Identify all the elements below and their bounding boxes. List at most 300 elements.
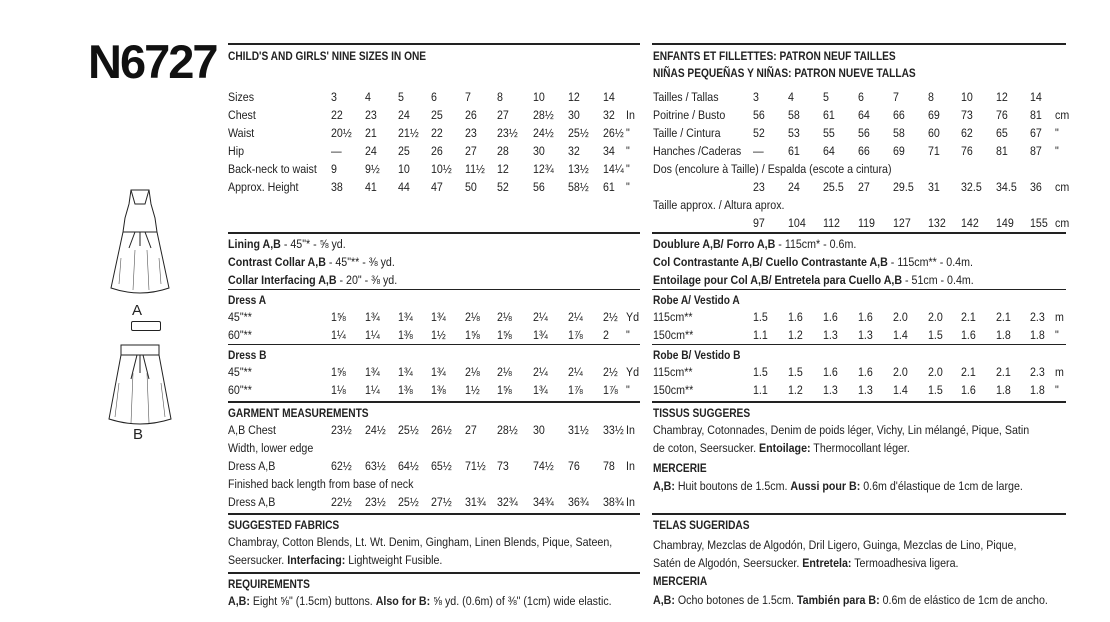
dress-b-yardage [228,363,640,399]
table-cell: 44 [398,180,410,194]
divider [652,344,1066,345]
table-cell: 62½ [331,459,352,473]
table-cell: 58½ [568,180,589,194]
unit-label: In [626,459,635,473]
table-cell: 12 [568,90,580,104]
table-cell: 112 [823,216,840,230]
table-cell: 26 [431,144,443,158]
row-label: 150cm** [653,328,694,342]
notion-line [228,271,397,289]
table-cell: 1.6 [823,310,838,324]
tissus-text: Thermocollant léger. [810,441,910,455]
notion-label: Entoilage pour Col A,B/ Entretela para Cuello A,B [653,273,903,287]
table-cell: 2.1 [996,365,1011,379]
table-cell: 23½ [331,423,352,437]
table-cell: 32 [603,108,615,122]
unit-label: " [626,144,630,158]
table-cell: 55 [823,126,835,140]
table-cell: 1¾ [533,328,548,342]
unit-label: In [626,495,635,509]
table-cell: 2⅛ [497,365,512,379]
table-cell: 1⅝ [497,383,512,397]
table-cell: 1.3 [858,328,873,342]
table-cell: 1⅞ [568,383,583,397]
table-cell: 10 [533,90,545,104]
table-cell: 11½ [465,162,485,176]
divider [228,43,640,45]
divider [228,401,640,403]
table-cell: 97 [753,216,765,230]
table-cell: 30 [533,423,545,437]
dress-a-sketch [105,188,175,300]
req-text: ⅝ yd. (0.6m) of ⅜" (1cm) wide elastic. [430,594,612,608]
table-cell: 30 [533,144,545,158]
table-cell: 1½ [465,383,480,397]
table-cell: 1.6 [823,365,838,379]
table-cell: 26½ [431,423,452,437]
unit-label: In [626,108,635,122]
table-cell: 1.3 [858,383,873,397]
unit-label: Yd [626,365,640,379]
table-cell: 1¾ [533,383,548,397]
table-cell: 5 [823,90,829,104]
table-cell: 76 [996,108,1008,122]
row-label: Dos (encolure à Taille) / Espalda (escote a cintura) [653,162,892,176]
sub-heading: Finished back length from base of neck [228,477,414,491]
unit-label: " [1055,126,1059,140]
table-cell: 1⅝ [497,328,512,342]
table-cell: 2.3 [1030,310,1045,324]
merceria-body: Ocho botones de 1.5cm. [674,593,797,607]
table-cell: 71 [928,144,940,158]
row-label: 60"** [228,383,252,397]
table-cell: 53 [788,126,800,140]
table-cell: 27 [465,144,477,158]
sizes-table [228,88,640,198]
table-cell: 64½ [398,459,419,473]
table-cell: 5 [398,90,404,104]
table-cell: 2.3 [1030,365,1045,379]
unit-label: " [626,328,630,342]
table-cell: 74½ [533,459,554,473]
table-cell: 2¼ [533,310,548,324]
table-cell: 2½ [603,310,618,324]
table-cell: 61 [788,144,800,158]
tissus-text: de coton, Seersucker. [653,441,760,455]
table-cell: 23 [465,126,477,140]
table-cell: 50 [465,180,477,194]
notion-label: Collar Interfacing A,B [228,273,337,287]
row-label: Dress A,B [228,495,276,509]
table-cell: 2 [603,328,609,342]
table-cell: 47 [431,180,443,194]
table-cell: 52 [497,180,509,194]
fabrics-text: Seersucker. [228,553,288,567]
table-cell: 22 [331,108,343,122]
table-cell: 56 [533,180,545,194]
sizes-table-metric [653,88,1070,230]
table-cell: 31 [928,180,940,194]
divider [652,401,1066,403]
table-cell: 104 [788,216,806,230]
unit-label: " [626,126,630,140]
table-cell: 67 [1030,126,1042,140]
row-label: A,B Chest [228,423,276,437]
table-cell: 25½ [568,126,589,140]
sub-heading: Width, lower edge [228,441,314,455]
table-cell: 1.5 [753,310,768,324]
divider [228,572,640,574]
table-cell: 29.5 [893,180,914,194]
notion-line [228,235,346,253]
table-cell: 31½ [568,423,589,437]
table-cell: 2.1 [961,365,976,379]
notion-line [228,253,395,271]
table-cell: 1⅝ [331,365,346,379]
notion-amount: - 20" - ⅜ yd. [336,273,398,287]
table-cell: 76 [961,144,973,158]
table-cell: 13½ [568,162,589,176]
table-cell: 34 [603,144,615,158]
table-cell: 34.5 [996,180,1017,194]
table-cell: 4 [365,90,371,104]
table-cell: 32.5 [961,180,982,194]
row-label: 45"** [228,310,252,324]
table-cell: 2.0 [893,365,908,379]
fabrics-title: SUGGESTED FABRICS [228,518,340,532]
entoilage-label: Entoilage: [759,441,811,455]
unit-label: Yd [626,310,640,324]
table-cell: 1.4 [893,328,908,342]
tissus-title: TISSUS SUGGERES [653,406,751,420]
table-cell: 119 [858,216,875,230]
table-cell: 10½ [431,162,452,176]
right-title-es: NIÑAS PEQUEÑAS Y NIÑAS: PATRON NUEVE TALLAS [653,66,916,80]
row-label: Taille / Cintura [653,126,721,140]
view-a-label: A [132,302,143,319]
table-cell: 1.2 [788,328,803,342]
merceria-label: A,B: [653,593,675,607]
table-cell: 2¼ [568,310,583,324]
table-cell: 2½ [603,365,618,379]
table-cell: 1.6 [961,328,976,342]
table-cell: 28 [497,144,509,158]
row-label: 45"** [228,365,252,379]
table-cell: 32¾ [497,495,518,509]
fabrics-text: Lightweight Fusible. [345,553,443,567]
table-cell: 65½ [431,459,452,473]
req-text: Eight ⅝" (1.5cm) buttons. [249,594,376,608]
table-cell: 21½ [398,126,419,140]
table-cell: 8 [928,90,934,104]
table-cell: 24½ [533,126,554,140]
row-label: 150cm** [653,383,694,397]
table-cell: 1.1 [753,383,768,397]
row-label: Hanches /Caderas [653,144,742,158]
table-cell: 24 [365,144,377,158]
table-cell: 41 [365,180,377,194]
notion-label: Contrast Collar A,B [228,255,326,269]
table-cell: 38 [331,180,343,194]
table-cell: 81 [996,144,1008,158]
unit-label: " [1055,328,1059,342]
table-cell: 87 [1030,144,1042,158]
table-cell: 1¼ [331,328,346,342]
table-cell: 132 [928,216,946,230]
table-cell: 1.8 [996,383,1011,397]
table-cell: 38¾ [603,495,624,509]
mercerie-body: 0.6m d'élastique de 1cm de large. [860,479,1023,493]
table-cell: 81 [1030,108,1042,122]
table-cell: 25½ [398,495,419,509]
merceria-text [653,591,1048,609]
table-cell: 10 [961,90,973,104]
divider [652,43,1066,45]
requirements-text [228,592,612,610]
table-cell: 12¾ [533,162,554,176]
table-cell: 20½ [331,126,352,140]
table-cell: 73 [961,108,973,122]
requirements-title: REQUIREMENTS [228,577,310,591]
table-cell: 61 [603,180,615,194]
table-cell: 1⅞ [603,383,618,397]
notion-amount: - 51cm - 0.4m. [902,273,974,287]
notion-line [653,271,974,289]
table-cell: 26½ [603,126,624,140]
table-cell: 23½ [497,126,518,140]
row-label: 115cm** [653,365,693,379]
mercerie-body: Huit boutons de 1.5cm. [674,479,791,493]
table-cell: 14 [603,90,615,104]
unit-label: cm [1055,216,1070,230]
notion-amount: - 115cm* - 0.6m. [775,237,857,251]
notion-line [653,235,856,253]
table-cell: 149 [996,216,1014,230]
row-label: Hip [228,144,244,158]
divider [228,344,640,345]
telas-line [653,554,958,572]
row-label: Taille approx. / Altura aprox. [653,198,785,212]
unit-label: " [1055,383,1059,397]
table-cell: 1¾ [365,310,380,324]
table-cell: 22½ [331,495,352,509]
table-cell: 66 [858,144,870,158]
table-cell: 3 [753,90,759,104]
unit-label: m [1055,310,1064,324]
dress-b-title: Dress B [228,348,267,362]
table-cell: 1⅜ [398,383,413,397]
table-cell: — [331,144,342,158]
table-cell: 1¾ [431,365,446,379]
table-cell: 62 [961,126,973,140]
table-cell: 61 [823,108,835,122]
table-cell: 2⅛ [465,365,480,379]
table-cell: 12 [497,162,509,176]
table-cell: 69 [928,108,940,122]
row-label: Back-neck to waist [228,162,317,176]
table-cell: 1.1 [753,328,768,342]
table-cell: 69 [893,144,905,158]
table-cell: 25 [398,144,410,158]
notion-label: Col Contrastante A,B/ Cuello Contrastante A,B [653,255,888,269]
table-cell: 1.6 [961,383,976,397]
table-cell: 12 [996,90,1008,104]
table-cell: 56 [858,126,870,140]
table-cell: 10 [398,162,410,176]
telas-text: Termoadhesiva ligera. [851,556,959,570]
unit-label: " [626,162,630,176]
table-cell: 27½ [431,495,452,509]
view-b-illustration [105,343,175,427]
mercerie-label: A,B: [653,479,675,493]
robe-a-title: Robe A/ Vestido A [653,293,740,307]
table-cell: 52 [753,126,765,140]
table-cell: 1¼ [365,328,380,342]
table-cell: 31¾ [465,495,486,509]
dress-b-sketch [105,343,175,427]
divider [652,513,1066,515]
table-cell: 28½ [497,423,518,437]
fabrics-line [228,551,442,569]
table-cell: 28½ [533,108,554,122]
table-cell: 2¼ [568,365,583,379]
table-cell: 58 [788,108,800,122]
table-cell: 1⅜ [398,328,413,342]
table-cell: 1.5 [753,365,768,379]
mercerie-title: MERCERIE [653,461,707,475]
table-cell: 142 [961,216,979,230]
unit-label: " [626,383,630,397]
unit-label: cm [1055,180,1070,194]
table-cell: 2.0 [928,365,943,379]
table-cell: 23 [753,180,765,194]
table-cell: 22 [431,126,443,140]
table-cell: 1¾ [365,365,380,379]
row-label: Waist [228,126,255,140]
table-cell: 33½ [603,423,624,437]
table-cell: 21 [365,126,377,140]
notion-line [653,253,973,271]
table-cell: 27 [497,108,509,122]
table-cell: 1.2 [788,383,803,397]
notion-amount: - 45"* - ⅝ yd. [280,237,346,251]
table-cell: 73 [497,459,509,473]
table-cell: — [753,144,764,158]
robe-b-title: Robe B/ Vestido B [653,348,741,362]
table-cell: 2.1 [961,310,976,324]
row-label: Approx. Height [228,180,299,194]
table-cell: 63½ [365,459,386,473]
table-cell: 1¼ [365,383,380,397]
table-cell: 155 [1030,216,1048,230]
table-cell: 1.8 [996,328,1011,342]
req-label: Also for B: [375,594,431,608]
entretela-label: Entretela: [802,556,852,570]
fabrics-line: Chambray, Cotton Blends, Lt. Wt. Denim, Gingham, Linen Blends, Pique, Sateen, [228,535,613,549]
table-cell: 1⅝ [465,328,480,342]
table-cell: 1¾ [431,310,446,324]
view-a-illustration [105,188,175,300]
merceria-body: 0.6m de elástico de 1cm de ancho. [879,593,1048,607]
table-cell: 14¼ [603,162,624,176]
notion-label: Lining A,B [228,237,281,251]
robe-b-yardage [653,363,1067,399]
table-cell: 23 [365,108,377,122]
table-cell: 36¾ [568,495,589,509]
table-cell: 3 [331,90,337,104]
view-b-label: B [133,426,144,443]
table-cell: 1¾ [398,310,413,324]
divider [652,232,1066,234]
row-label: Sizes [228,90,255,104]
table-cell: 36 [1030,180,1042,194]
table-cell: 66 [893,108,905,122]
table-cell: 1.6 [788,310,803,324]
table-cell: 2.0 [893,310,908,324]
table-cell: 1.6 [858,310,873,324]
table-cell: 32 [568,144,580,158]
table-cell: 24 [788,180,800,194]
garment-title: GARMENT MEASUREMENTS [228,406,369,420]
unit-label: " [626,180,630,194]
table-cell: 1⅝ [331,310,346,324]
divider [228,232,640,234]
table-cell: 25 [431,108,443,122]
table-cell: 78 [603,459,615,473]
table-cell: 1½ [431,328,446,342]
table-cell: 2.1 [996,310,1011,324]
mercerie-label: Aussi pour B: [790,479,861,493]
table-cell: 9½ [365,162,380,176]
dress-a-yardage [228,308,640,344]
row-label: Chest [228,108,256,122]
table-cell: 4 [788,90,794,104]
view-a-collar [131,321,161,331]
table-cell: 7 [465,90,471,104]
table-cell: 1.8 [1030,328,1045,342]
table-cell: 23½ [365,495,386,509]
table-cell: 24 [398,108,410,122]
table-cell: 9 [331,162,337,176]
merceria-label: También para B: [796,593,880,607]
unit-label: m [1055,365,1064,379]
table-cell: 1.5 [788,365,803,379]
row-label: 60"** [228,328,252,342]
table-cell: 2.0 [928,310,943,324]
table-cell: 26 [465,108,477,122]
table-cell: 65 [996,126,1008,140]
table-cell: 64 [858,108,870,122]
table-cell: 25.5 [823,180,844,194]
unit-label: " [1055,144,1059,158]
table-cell: 6 [431,90,437,104]
table-cell: 8 [497,90,503,104]
table-cell: 1¾ [398,365,413,379]
table-cell: 1.5 [928,328,943,342]
row-label: Poitrine / Busto [653,108,726,122]
table-cell: 25½ [398,423,419,437]
dress-a-title: Dress A [228,293,267,307]
table-cell: 7 [893,90,899,104]
table-cell: 6 [858,90,864,104]
row-label: Dress A,B [228,459,276,473]
table-cell: 1.8 [1030,383,1045,397]
table-cell: 27 [465,423,477,437]
notion-amount: - 45"** - ⅜ yd. [325,255,395,269]
tissus-line [653,439,910,457]
table-cell: 76 [568,459,580,473]
table-cell: 24½ [365,423,386,437]
